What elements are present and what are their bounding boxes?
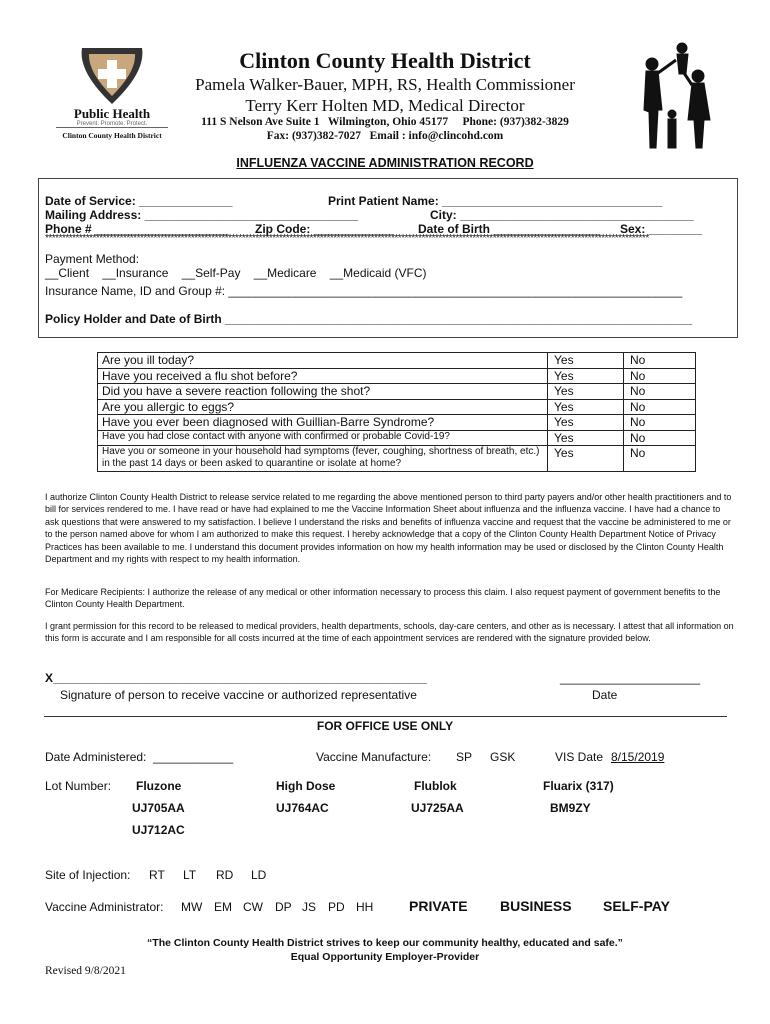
divider [44, 716, 727, 717]
no-option[interactable]: No [624, 446, 696, 472]
date-administered-field[interactable]: Date Administered: ____________ [45, 750, 234, 764]
admin-pd[interactable]: PD [328, 900, 345, 914]
medicare-paragraph: For Medicare Recipients: I authorize the release of any medical or other information necessary to process this claim. I also request payment of government benefits to the Clinton County Health Department. [45, 587, 721, 610]
site-rt[interactable]: RT [149, 868, 165, 882]
administrator-label: Vaccine Administrator: [45, 900, 164, 914]
screening-questions-table [97, 352, 696, 472]
self-pay-option[interactable]: SELF-PAY [603, 898, 670, 914]
question-text: Have you received a flu shot before? [98, 368, 548, 384]
date-of-service-field[interactable]: Date of Service: ______________ [45, 194, 233, 208]
vis-date: 8/15/2019 [611, 750, 665, 764]
public-health-logo [56, 46, 168, 142]
signature-line[interactable]: X________________________________________________________ [45, 671, 427, 685]
signature-date-line[interactable]: _____________________ [560, 671, 701, 685]
director-line: Terry Kerr Holten MD, Medical Director [245, 96, 525, 115]
page-title: Clinton County Health District [239, 48, 531, 73]
footer-motto: “The Clinton County Health District strives to keep our community healthy, educated and safe.” [147, 937, 623, 949]
manufacturer-sp[interactable]: SP [456, 750, 473, 764]
sex-field[interactable]: Sex: ________ [620, 222, 703, 236]
family-silhouette-icon [630, 40, 730, 152]
question-text: Are you allergic to eggs? [98, 399, 548, 415]
address-line: 111 S Nelson Ave Suite 1 Wilmington, Ohio 45177 Phone: (937)382-3829 [201, 116, 569, 128]
insurance-field[interactable]: Insurance Name, ID and Group #: ____________________________________________________________________ [45, 284, 683, 298]
no-option[interactable]: No [624, 430, 696, 446]
date-label: Date [592, 688, 618, 702]
yes-option[interactable]: Yes [548, 415, 624, 431]
city-field[interactable]: City: ___________________________________ [430, 208, 694, 222]
yes-option[interactable]: Yes [548, 399, 624, 415]
question-row [98, 446, 696, 472]
question-text: Did you have a severe reaction following the shot? [98, 384, 548, 400]
payment-options[interactable]: __Client __Insurance __Self-Pay __Medicare __Medicaid (VFC) [45, 266, 427, 280]
no-option[interactable]: No [624, 384, 696, 400]
policy-holder-field[interactable]: Policy Holder and Date of Birth ______________________________________________________________________ [45, 312, 693, 326]
manufacture-label: Vaccine Manufacture: [316, 750, 432, 764]
question-text: Have you or someone in your household had symptoms (fever, coughing, shortness of breath, etc.) in the past 14 days or been asked to quarantine or isolate at home? [98, 446, 548, 472]
question-row [98, 353, 696, 369]
manufacturer-gsk[interactable]: GSK [490, 750, 516, 764]
form-title: INFLUENZA VACCINE ADMINISTRATION RECORD [236, 156, 534, 170]
yes-option[interactable]: Yes [548, 430, 624, 446]
commissioner-line: Pamela Walker-Bauer, MPH, RS, Health Commissioner [195, 75, 575, 94]
lot-high-dose-code[interactable]: UJ764AC [276, 801, 329, 815]
site-rd[interactable]: RD [216, 868, 234, 882]
lot-fluzone-name: Fluzone [136, 779, 182, 793]
admin-js[interactable]: JS [302, 900, 317, 914]
site-of-injection-label: Site of Injection: [45, 868, 131, 882]
admin-hh[interactable]: HH [356, 900, 374, 914]
logo-tagline: Prevent. Promote. Protect. [76, 121, 148, 127]
admin-mw[interactable]: MW [181, 900, 203, 914]
question-text: Are you ill today? [98, 353, 548, 369]
question-row [98, 415, 696, 431]
lot-fluarix-name: Fluarix (317) [543, 779, 614, 793]
zip-field[interactable]: Zip Code: ____________ [255, 222, 394, 236]
yes-option[interactable]: Yes [548, 353, 624, 369]
yes-option[interactable]: Yes [548, 384, 624, 400]
signature-label: Signature of person to receive vaccine or authorized representative [60, 688, 417, 702]
vis-label: VIS Date [555, 750, 604, 764]
yes-option[interactable]: Yes [548, 368, 624, 384]
admin-dp[interactable]: DP [275, 900, 292, 914]
question-row [98, 384, 696, 400]
no-option[interactable]: No [624, 368, 696, 384]
business-option[interactable]: BUSINESS [500, 898, 572, 914]
lot-fluzone-code-2[interactable]: UJ712AC [132, 823, 185, 837]
question-text: Have you had close contact with anyone with confirmed or probable Covid-19? [98, 430, 548, 446]
lot-number-label: Lot Number: [45, 779, 112, 793]
logo-name: Public Health [73, 106, 151, 121]
yes-option[interactable]: Yes [548, 446, 624, 472]
admin-em[interactable]: EM [214, 900, 232, 914]
no-option[interactable]: No [624, 399, 696, 415]
footer-eoe: Equal Opportunity Employer-Provider [290, 951, 480, 963]
logo-district: Clinton County Health District [62, 131, 162, 140]
revised-date: Revised 9/8/2021 [45, 965, 126, 977]
site-ld[interactable]: LD [251, 868, 267, 882]
contact-line: Fax: (937)382-7027 Email : info@clincohd.com [266, 130, 504, 142]
admin-cw[interactable]: CW [243, 900, 263, 914]
question-row [98, 399, 696, 415]
lot-flublok-name: Flublok [414, 779, 457, 793]
question-row [98, 430, 696, 446]
office-use-heading: FOR OFFICE USE ONLY [316, 719, 454, 733]
lot-fluzone-code-1[interactable]: UJ705AA [132, 801, 185, 815]
lot-high-dose-name: High Dose [276, 779, 336, 793]
payment-heading: Payment Method: [45, 252, 140, 266]
question-text: Have you ever been diagnosed with Guillian-Barre Syndrome? [98, 415, 548, 431]
patient-name-field[interactable]: Print Patient Name: _________________________________ [328, 194, 663, 208]
phone-field[interactable]: Phone # ____________________ [45, 222, 229, 236]
separator-stars: ********************************************************************************************************************************************************************************** [45, 233, 649, 244]
grant-paragraph: I grant permission for this record to be released to medical providers, health departments, schools, day-care centers, and other as is necessary. I attest that all information on this form is accurate and I am responsible for all costs incurred at the time of each appointment services are rendered with the signature provided below. [45, 621, 734, 644]
mailing-address-field[interactable]: Mailing Address: ________________________________ [45, 208, 359, 222]
lot-flublok-code[interactable]: UJ725AA [411, 801, 464, 815]
no-option[interactable]: No [624, 415, 696, 431]
private-option[interactable]: PRIVATE [409, 898, 468, 914]
lot-fluarix-code[interactable]: BM9ZY [550, 801, 591, 815]
no-option[interactable]: No [624, 353, 696, 369]
authorization-paragraph: I authorize Clinton County Health District to release service related to me regarding the above mentioned person to third party payers and/or other health practitioners and to bill for services rendered to me. I have read or have had explained to me the Vaccine Information Sheet about influenza and the influenza vaccine. I have had a chance to ask questions that were answered to my satisfaction. I believe I understand the risks and benefits of influenza vaccine and request that the vaccine be administered to me or to the person named above for whom I am authorized to make this request. I hereby acknowledge that a copy of the Clinton County Health Department Notice of Privacy Practices has been available to me. I understand this document provides information on how my health information may be used or disclosed by the Clinton County Health Department and my rights with respect to my health information. [45, 492, 732, 565]
site-lt[interactable]: LT [183, 868, 197, 882]
dob-field[interactable]: Date of Birth ________________ [418, 222, 601, 236]
question-row [98, 368, 696, 384]
